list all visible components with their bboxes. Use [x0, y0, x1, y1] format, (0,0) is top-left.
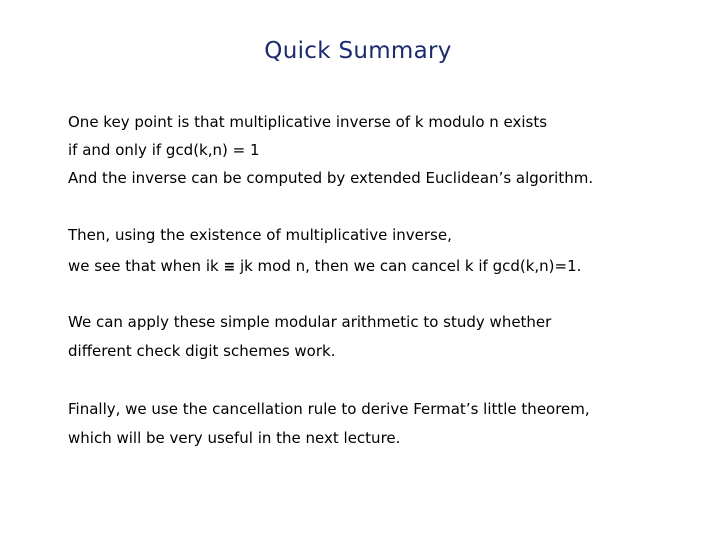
cancellation-line-end: jk mod n, then we can cancel k if gcd(k,n)=1. — [235, 257, 582, 275]
summary-line: if and only if gcd(k,n) = 1 — [68, 141, 260, 159]
summary-line: And the inverse can be computed by extended Euclidean’s algorithm. — [68, 169, 594, 187]
summary-line: Then, using the existence of multiplicative inverse, — [68, 226, 452, 244]
summary-line: One key point is that multiplicative inverse of k modulo n exists — [68, 113, 548, 131]
summary-line: which will be very useful in the next lecture. — [68, 429, 401, 447]
summary-line: Finally, we use the cancellation rule to derive Fermat’s little theorem, — [68, 400, 590, 418]
slide-title: Quick Summary — [264, 38, 452, 64]
summary-line: different check digit schemes work. — [68, 342, 336, 360]
summary-line: We can apply these simple modular arithmetic to study whether — [68, 313, 552, 331]
congruence-symbol: ≡ — [223, 259, 236, 275]
cancellation-line-start: we see that when ik — [68, 257, 224, 275]
cancellation-line — [68, 256, 581, 277]
